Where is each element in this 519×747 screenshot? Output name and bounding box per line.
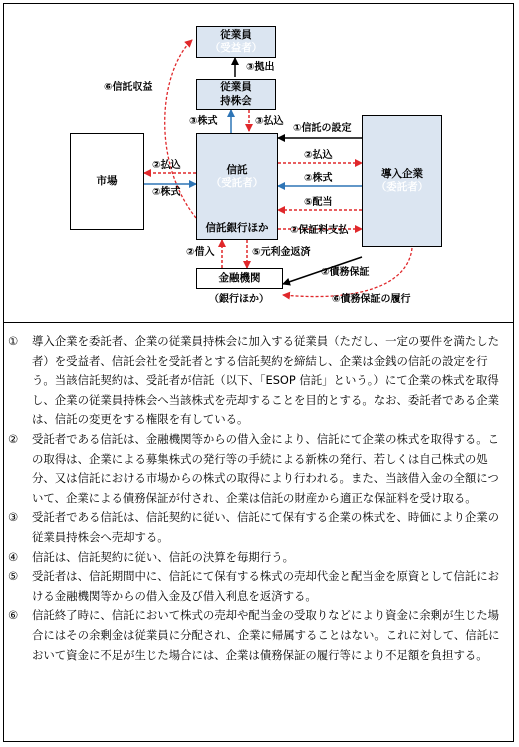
note-text: 信託は、信託契約に従い、信託の決算を毎期行う。 bbox=[32, 549, 294, 564]
label-guarantee: ②債務保証 bbox=[321, 267, 370, 278]
company-box bbox=[362, 115, 442, 247]
note-number: ⑤ bbox=[8, 569, 19, 584]
label-stock-from-market: ②株式 bbox=[152, 187, 181, 198]
label-pay-to-company: ②払込 bbox=[304, 150, 333, 161]
notes-list bbox=[8, 332, 508, 665]
note-number: ① bbox=[8, 334, 19, 348]
label-trust-setup: ①信託の設定 bbox=[293, 123, 352, 134]
note-item bbox=[8, 606, 508, 665]
bank-box bbox=[196, 268, 283, 289]
label-dividend: ⑤配当 bbox=[304, 197, 333, 208]
note-text: 受託者である信託は、金融機関等からの借入金により、信託にて企業の株式を取得する。この取得は、企業による募集株式の発行等の手続による新株の発行、若しくは自己株式の処分、又は信託における市場からの株式の取得により行われる。また、当該借入金の全額について、企業による債務保証が付され、企業は信託の財産から適正な保証料を受け取る。 bbox=[32, 431, 500, 505]
trust-sub: （受託者） bbox=[210, 177, 264, 190]
label-stock-to-esop: ③株式 bbox=[189, 116, 218, 127]
trust-title: 信託 bbox=[226, 164, 248, 176]
note-text: 受託者である信託は、信託契約に従い、信託にて保有する企業の株式を、時価により企業の従業員持株会へ売却する。 bbox=[32, 510, 500, 544]
esop-line2: 持株会 bbox=[220, 94, 252, 107]
note-item bbox=[8, 332, 508, 430]
note-number: ② bbox=[8, 431, 19, 446]
label-pay-to-market: ②払込 bbox=[152, 160, 181, 171]
esop-line1: 従業員 bbox=[220, 81, 252, 94]
employee-box bbox=[196, 26, 276, 58]
company-sub: （委託者） bbox=[375, 181, 429, 193]
note-item bbox=[8, 430, 508, 508]
note-number: ③ bbox=[8, 510, 19, 525]
note-number: ⑥ bbox=[8, 608, 19, 623]
bank-title: 金融機関 bbox=[218, 271, 261, 284]
employee-title: 従業員 bbox=[220, 28, 252, 41]
employee-sub: （受益者） bbox=[209, 42, 263, 54]
note-text: 信託終了時に、信託において株式の売却や配当金の受取りなどにより資金に余剰が生じた場合にはその余剰金は従業員に分配され、企業に帰属することはない。これに対して、信託において資金に不足が生じた場合には、企業は債務保証の履行等により不足額を負担する。 bbox=[32, 608, 500, 662]
note-number: ④ bbox=[8, 549, 19, 564]
bank-caption: （銀行ほか） bbox=[209, 294, 269, 305]
label-trust-income: ⑥信託収益 bbox=[104, 82, 153, 93]
trust-box bbox=[196, 133, 278, 240]
label-guarantee-performance: ⑥債務保証の履行 bbox=[332, 294, 411, 305]
esop-box bbox=[196, 79, 276, 110]
label-guarantee-fee: ②保証料支払 bbox=[290, 225, 349, 236]
label-repay: ⑤元利金返済 bbox=[252, 247, 311, 258]
market-box bbox=[70, 133, 144, 230]
note-item bbox=[8, 567, 508, 606]
note-item bbox=[8, 548, 508, 568]
market-title: 市場 bbox=[96, 174, 118, 187]
label-borrow: ②借入 bbox=[186, 247, 215, 258]
note-text: 導入企業を委託者、企業の従業員持株会に加入する従業員（ただし、一定の要件を満たした者）を受益者、信託会社を受託者とする信託契約を締結し、企業は金銭の信託の設定を行う。当該信託契約は、受託者が信託（以下、「ESOP 信託」という。）にて企業の株式を取得し、企業の従業員持株会へ当該株式を売却することを目的とする。なお、委託者である企業は、信託の変更をする権限を有している。 bbox=[32, 334, 500, 427]
note-item bbox=[8, 508, 508, 547]
label-contribution: ③拠出 bbox=[246, 62, 275, 73]
trust-caption: 信託銀行ほか bbox=[205, 221, 269, 234]
label-stock-from-company: ②株式 bbox=[304, 173, 333, 184]
company-title: 導入企業 bbox=[381, 167, 423, 180]
note-text: 受託者は、信託期間中に、信託にて保有する株式の売却代金と配当金を原資として信託における金融機関等からの借入金及び借入利息を返済する。 bbox=[32, 569, 500, 603]
label-pay-from-esop: ③払込 bbox=[255, 116, 284, 127]
